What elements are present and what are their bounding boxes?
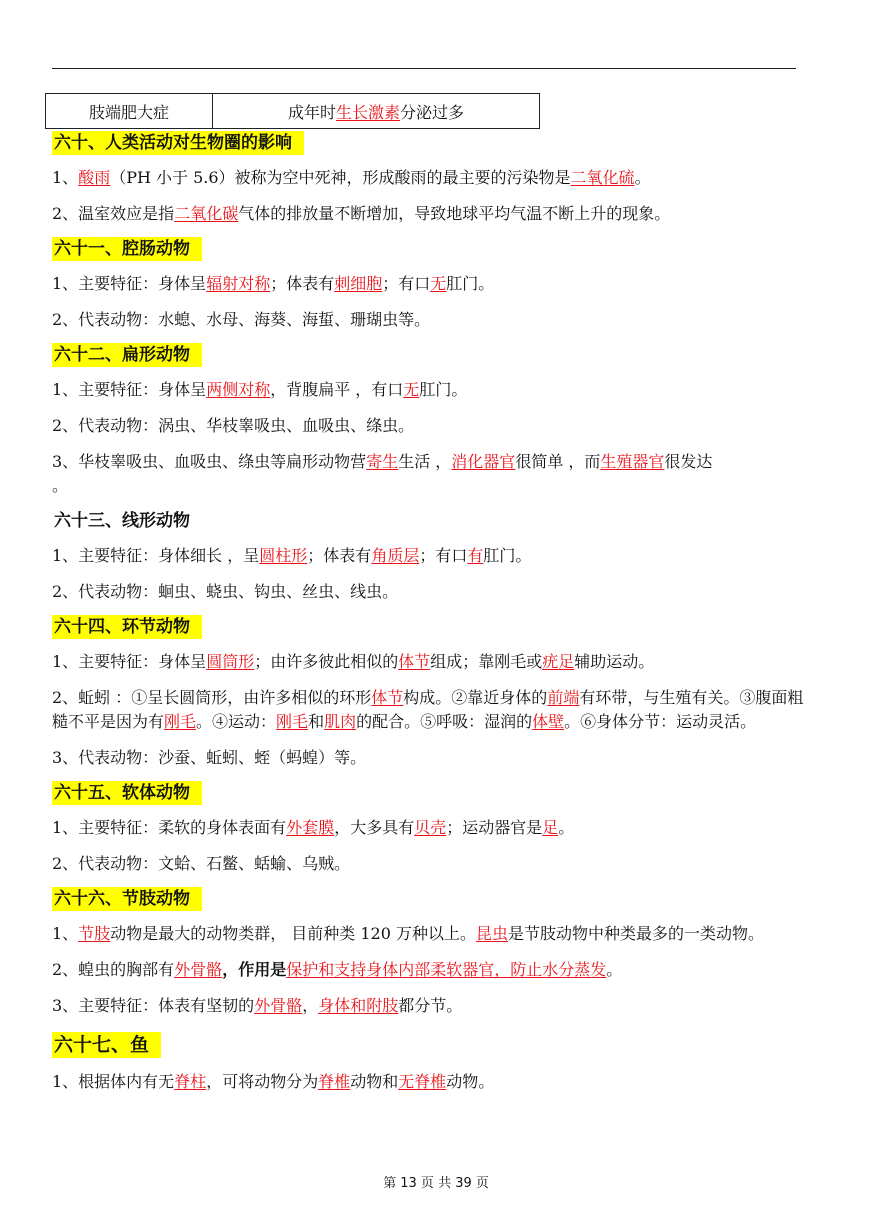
- section-heading-62: [52, 342, 804, 368]
- paragraph: 1、节肢动物是最大的动物类群， 目前种类 120 万种以上。昆虫是节肢动物中种类最多的一类动物。: [52, 924, 765, 943]
- section-heading-67: [52, 1030, 804, 1060]
- paragraph: 2、代表动物：水螅、水母、海葵、海蜇、珊瑚虫等。: [52, 310, 431, 329]
- paragraph: 1、主要特征：身体细长 ，呈圆柱形；体表有角质层；有口有肛门。: [52, 546, 532, 565]
- cause-keyword: 生长激素: [335, 102, 400, 122]
- paragraph: 2、代表动物：文蛤、石鳖、蛞蝓、乌贼。: [52, 854, 351, 873]
- heading-text: 六十四、环节动物: [52, 615, 202, 639]
- cause-text: 成年时: [287, 102, 336, 122]
- paragraph: 3、代表动物：沙蚕、蚯蚓、蛭（蚂蝗）等。: [52, 748, 367, 767]
- paragraph: 3、主要特征：体表有坚韧的外骨骼，身体和附肢都分节。: [52, 996, 463, 1015]
- paragraph: 2、代表动物：涡虫、华枝睾吸虫、血吸虫、绦虫。: [52, 416, 415, 435]
- heading-text: 六十三、线形动物: [54, 511, 190, 531]
- paragraph: 1、酸雨（PH 小于 5.6）被称为空中死神，形成酸雨的最主要的污染物是二氧化硫。: [52, 168, 651, 187]
- page-number: 第 13 页 共 39 页: [383, 1176, 489, 1191]
- section-heading-63: [52, 508, 804, 534]
- section-heading-61: [52, 236, 804, 262]
- heading-text: 六十、人类活动对生物圈的影响: [52, 131, 304, 155]
- heading-text: 六十二、扁形动物: [52, 343, 202, 367]
- paragraph: 2、温室效应是指二氧化碳气体的排放量不断增加，导致地球平均气温不断上升的现象。: [52, 204, 671, 223]
- paragraph: 1、主要特征：柔软的身体表面有外套膜，大多具有贝壳；运动器官是足。: [52, 818, 575, 837]
- paragraph: 1、主要特征：身体呈圆筒形；由许多彼此相似的体节组成；靠刚毛或疣足辅助运动。: [52, 652, 655, 671]
- paragraph: 1、根据体内有无脊柱，可将动物分为脊椎动物和无脊椎动物。: [52, 1072, 495, 1091]
- heading-text: 六十五、软体动物: [52, 781, 202, 805]
- paragraph: 3、华枝睾吸虫、血吸虫、绦虫等扁形动物营寄生生活 ，消化器官很简单 ，而生殖器官很发达 。: [52, 452, 713, 495]
- section-heading-65: [52, 780, 804, 806]
- paragraph: 1、主要特征：身体呈两侧对称，背腹扁平 ，有口无肛门。: [52, 380, 468, 399]
- paragraph: 2、蝗虫的胸部有外骨骼，作用是保护和支持身体内部柔软器官，防止水分蒸发。: [52, 960, 623, 979]
- paragraph: 2、代表动物：蛔虫、蛲虫、钩虫、丝虫、线虫。: [52, 582, 399, 601]
- section-heading-60: [52, 130, 804, 156]
- heading-text: 六十一、腔肠动物: [52, 237, 202, 261]
- disease-name-cell: 肢端肥大症: [46, 94, 213, 128]
- section-heading-64: [52, 614, 804, 640]
- disease-table-row: [45, 93, 540, 129]
- heading-text: 六十七、鱼: [52, 1032, 161, 1058]
- header-rule: [52, 68, 796, 69]
- section-heading-66: [52, 886, 804, 912]
- cause-text: 分泌过多: [400, 102, 465, 122]
- heading-text: 六十六、节肢动物: [52, 887, 202, 911]
- paragraph: 1、主要特征：身体呈辐射对称；体表有刺细胞；有口无肛门。: [52, 274, 495, 293]
- disease-cause-cell: [213, 94, 539, 128]
- paragraph: 2、蚯蚓 ：①呈长圆筒形，由许多相似的环形体节构成。②靠近身体的前端有环带，与生殖有关。③腹面粗糙不平是因为有刚毛。④运动：刚毛和肌肉的配合。⑤呼吸：湿润的体壁。⑥身体分节：运动灵活。: [52, 688, 804, 731]
- document-body: [52, 130, 804, 1094]
